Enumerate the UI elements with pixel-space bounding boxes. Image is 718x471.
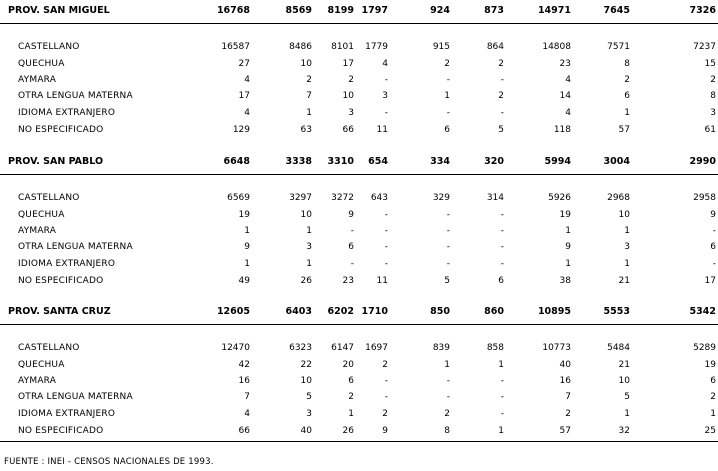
value-cell: 3	[624, 242, 630, 252]
value-cell: 2	[444, 409, 450, 419]
value-cell: 16	[559, 376, 571, 386]
value-cell: 16	[238, 376, 250, 386]
value-cell: -	[500, 108, 504, 118]
value-cell: 26	[300, 276, 312, 286]
value-cell: 4	[565, 108, 571, 118]
section-divider	[0, 324, 718, 325]
language-label: NO ESPECIFICADO	[18, 125, 104, 135]
value-cell: 7326	[689, 5, 716, 16]
language-label: IDIOMA EXTRANJERO	[18, 259, 116, 269]
value-cell: 15	[704, 59, 716, 69]
value-cell: 6648	[223, 156, 250, 167]
section-divider	[0, 23, 718, 24]
value-cell: 334	[430, 156, 450, 167]
value-cell: 129	[232, 125, 250, 135]
value-cell: 860	[484, 306, 504, 317]
value-cell: 2	[444, 59, 450, 69]
value-cell: -	[446, 259, 450, 269]
value-cell: 10895	[537, 306, 571, 317]
value-cell: -	[384, 392, 388, 402]
value-cell: 20	[342, 360, 354, 370]
value-cell: 8	[710, 91, 716, 101]
language-label: NO ESPECIFICADO	[18, 426, 104, 436]
value-cell: 4	[382, 59, 388, 69]
value-cell: -	[446, 226, 450, 236]
value-cell: 5994	[544, 156, 571, 167]
value-cell: 12605	[216, 306, 250, 317]
language-label: OTRA LENGUA MATERNA	[18, 392, 133, 402]
value-cell: 924	[430, 5, 450, 16]
value-cell: 643	[370, 193, 388, 203]
table-row	[0, 358, 718, 373]
value-cell: 5342	[689, 306, 716, 317]
table-row	[0, 407, 718, 422]
value-cell: 14808	[542, 42, 571, 52]
value-cell: 6	[710, 242, 716, 252]
value-cell: 21	[618, 276, 630, 286]
value-cell: 23	[342, 276, 354, 286]
value-cell: 1	[624, 259, 630, 269]
value-cell: 10773	[542, 343, 571, 353]
value-cell: 2	[624, 75, 630, 85]
value-cell: 17	[704, 276, 716, 286]
value-cell: 314	[486, 193, 504, 203]
value-cell: 8486	[289, 42, 312, 52]
value-cell: 1	[244, 259, 250, 269]
value-cell: -	[500, 75, 504, 85]
value-cell: 3	[306, 409, 312, 419]
value-cell: 320	[484, 156, 504, 167]
value-cell: 8569	[285, 5, 312, 16]
value-cell: 2	[710, 75, 716, 85]
value-cell: 3272	[331, 193, 354, 203]
value-cell: 21	[618, 360, 630, 370]
value-cell: 10	[300, 59, 312, 69]
value-cell: 6147	[331, 343, 354, 353]
table-row	[0, 208, 718, 223]
value-cell: 1	[306, 259, 312, 269]
value-cell: 1	[565, 226, 571, 236]
value-cell: 2	[306, 75, 312, 85]
province-name: PROV. SAN MIGUEL	[8, 5, 110, 16]
value-cell: 1797	[361, 5, 388, 16]
value-cell: 8101	[331, 42, 354, 52]
value-cell: 864	[486, 42, 504, 52]
table-row	[0, 374, 718, 389]
value-cell: 3338	[285, 156, 312, 167]
value-cell: 1779	[365, 42, 388, 52]
language-label: CASTELLANO	[18, 193, 80, 203]
value-cell: 66	[238, 426, 250, 436]
table-row	[0, 257, 718, 272]
value-cell: 858	[486, 343, 504, 353]
value-cell: 4	[244, 75, 250, 85]
value-cell: 14	[559, 91, 571, 101]
value-cell: 6403	[285, 306, 312, 317]
value-cell: 1	[565, 259, 571, 269]
value-cell: 19	[238, 210, 250, 220]
value-cell: 5	[498, 125, 504, 135]
value-cell: 1	[498, 360, 504, 370]
value-cell: -	[446, 108, 450, 118]
table-row	[0, 191, 718, 206]
value-cell: 2	[382, 360, 388, 370]
value-cell: 40	[559, 360, 571, 370]
value-cell: 4	[565, 75, 571, 85]
table-row	[0, 274, 718, 289]
value-cell: -	[500, 242, 504, 252]
source-footnote: FUENTE : INEI - CENSOS NACIONALES DE 1993.	[4, 457, 214, 467]
value-cell: 7	[565, 392, 571, 402]
value-cell: -	[384, 242, 388, 252]
value-cell: 2	[348, 75, 354, 85]
value-cell: 12470	[221, 343, 250, 353]
value-cell: 9	[565, 242, 571, 252]
value-cell: 49	[238, 276, 250, 286]
language-label: OTRA LENGUA MATERNA	[18, 242, 133, 252]
value-cell: 2	[710, 392, 716, 402]
value-cell: -	[350, 259, 354, 269]
language-label: QUECHUA	[18, 360, 65, 370]
value-cell: -	[446, 75, 450, 85]
value-cell: 3310	[327, 156, 354, 167]
value-cell: 2	[498, 59, 504, 69]
section-divider	[0, 174, 718, 175]
value-cell: 5289	[693, 343, 716, 353]
value-cell: 10	[618, 376, 630, 386]
value-cell: 6	[710, 376, 716, 386]
value-cell: 5553	[603, 306, 630, 317]
value-cell: 5	[624, 392, 630, 402]
value-cell: 11	[376, 276, 388, 286]
value-cell: 1	[624, 108, 630, 118]
language-label: IDIOMA EXTRANJERO	[18, 409, 116, 419]
value-cell: 6323	[289, 343, 312, 353]
value-cell: 6	[444, 125, 450, 135]
value-cell: 1	[444, 360, 450, 370]
value-cell: 1	[306, 226, 312, 236]
table-row	[0, 240, 718, 255]
language-label: AYMARA	[18, 75, 57, 85]
language-label: IDIOMA EXTRANJERO	[18, 108, 116, 118]
value-cell: 38	[559, 276, 571, 286]
value-cell: 4	[244, 108, 250, 118]
value-cell: 14971	[537, 5, 571, 16]
province-total-row	[0, 3, 718, 18]
value-cell: 2	[348, 392, 354, 402]
value-cell: 1710	[361, 306, 388, 317]
value-cell: 1	[244, 226, 250, 236]
table-row	[0, 390, 718, 405]
value-cell: 6	[348, 242, 354, 252]
table-row	[0, 424, 718, 439]
value-cell: 17	[238, 91, 250, 101]
value-cell: 4	[244, 409, 250, 419]
value-cell: 8	[624, 59, 630, 69]
value-cell: 1	[624, 409, 630, 419]
value-cell: 7237	[693, 42, 716, 52]
value-cell: 22	[300, 360, 312, 370]
table-row	[0, 106, 718, 121]
value-cell: 10	[300, 210, 312, 220]
value-cell: 3	[710, 108, 716, 118]
value-cell: 2	[382, 409, 388, 419]
value-cell: -	[384, 259, 388, 269]
value-cell: -	[446, 392, 450, 402]
language-label: OTRA LENGUA MATERNA	[18, 91, 133, 101]
value-cell: 61	[704, 125, 716, 135]
value-cell: 25	[704, 426, 716, 436]
value-cell: 1	[710, 409, 716, 419]
value-cell: 7645	[603, 5, 630, 16]
value-cell: 8	[444, 426, 450, 436]
language-label: CASTELLANO	[18, 42, 80, 52]
value-cell: -	[384, 108, 388, 118]
value-cell: -	[446, 210, 450, 220]
value-cell: 1	[444, 91, 450, 101]
value-cell: 66	[342, 125, 354, 135]
value-cell: -	[500, 210, 504, 220]
table-row	[0, 89, 718, 104]
value-cell: 9	[244, 242, 250, 252]
value-cell: 9	[382, 426, 388, 436]
value-cell: 19	[704, 360, 716, 370]
value-cell: 839	[432, 343, 450, 353]
value-cell: 3	[382, 91, 388, 101]
value-cell: 850	[430, 306, 450, 317]
value-cell: -	[384, 210, 388, 220]
language-label: AYMARA	[18, 376, 57, 386]
value-cell: 6	[498, 276, 504, 286]
table-bottom-rule	[0, 441, 718, 442]
value-cell: -	[384, 226, 388, 236]
value-cell: 19	[559, 210, 571, 220]
value-cell: 6	[348, 376, 354, 386]
value-cell: 3004	[603, 156, 630, 167]
value-cell: 1697	[365, 343, 388, 353]
language-label: NO ESPECIFICADO	[18, 276, 104, 286]
table-row	[0, 40, 718, 55]
value-cell: 5	[444, 276, 450, 286]
value-cell: 32	[618, 426, 630, 436]
value-cell: 40	[300, 426, 312, 436]
value-cell: 8199	[327, 5, 354, 16]
value-cell: 3297	[289, 193, 312, 203]
value-cell: 3	[306, 242, 312, 252]
province-total-row	[0, 154, 718, 169]
value-cell: 7	[244, 392, 250, 402]
value-cell: -	[500, 226, 504, 236]
value-cell: 6	[624, 91, 630, 101]
value-cell: -	[446, 242, 450, 252]
value-cell: 7	[306, 91, 312, 101]
value-cell: -	[384, 75, 388, 85]
value-cell: 10	[300, 376, 312, 386]
value-cell: 5484	[607, 343, 630, 353]
value-cell: 2990	[689, 156, 716, 167]
value-cell: 118	[553, 125, 571, 135]
table-row	[0, 224, 718, 239]
value-cell: 10	[618, 210, 630, 220]
value-cell: 6569	[227, 193, 250, 203]
value-cell: 57	[559, 426, 571, 436]
value-cell: 654	[368, 156, 388, 167]
table-row	[0, 57, 718, 72]
value-cell: -	[500, 392, 504, 402]
value-cell: 1	[624, 226, 630, 236]
province-name: PROV. SAN PABLO	[8, 156, 104, 167]
value-cell: 5	[306, 392, 312, 402]
value-cell: 2	[565, 409, 571, 419]
value-cell: 9	[348, 210, 354, 220]
value-cell: 329	[432, 193, 450, 203]
value-cell: 16768	[216, 5, 250, 16]
table-row	[0, 123, 718, 138]
language-label: QUECHUA	[18, 210, 65, 220]
value-cell: -	[712, 226, 716, 236]
language-label: QUECHUA	[18, 59, 65, 69]
value-cell: 16587	[221, 42, 250, 52]
value-cell: 873	[484, 5, 504, 16]
value-cell: 17	[342, 59, 354, 69]
value-cell: -	[446, 376, 450, 386]
value-cell: -	[500, 409, 504, 419]
value-cell: 63	[300, 125, 312, 135]
value-cell: 57	[618, 125, 630, 135]
value-cell: 1	[306, 108, 312, 118]
province-name: PROV. SANTA CRUZ	[8, 306, 111, 317]
value-cell: 6202	[327, 306, 354, 317]
value-cell: 42	[238, 360, 250, 370]
table-row	[0, 73, 718, 88]
value-cell: 11	[376, 125, 388, 135]
value-cell: -	[712, 259, 716, 269]
value-cell: 23	[559, 59, 571, 69]
value-cell: 7571	[607, 42, 630, 52]
province-total-row	[0, 304, 718, 319]
value-cell: -	[350, 226, 354, 236]
value-cell: 2	[498, 91, 504, 101]
language-label: CASTELLANO	[18, 343, 80, 353]
value-cell: 27	[238, 59, 250, 69]
value-cell: 1	[498, 426, 504, 436]
value-cell: 26	[342, 426, 354, 436]
value-cell: 915	[432, 42, 450, 52]
table-row	[0, 341, 718, 356]
value-cell: -	[500, 376, 504, 386]
value-cell: 10	[342, 91, 354, 101]
value-cell: 2958	[693, 193, 716, 203]
value-cell: 5926	[548, 193, 571, 203]
value-cell: 2968	[607, 193, 630, 203]
value-cell: 3	[348, 108, 354, 118]
value-cell: 1	[348, 409, 354, 419]
language-label: AYMARA	[18, 226, 57, 236]
value-cell: 9	[710, 210, 716, 220]
value-cell: -	[500, 259, 504, 269]
value-cell: -	[384, 376, 388, 386]
